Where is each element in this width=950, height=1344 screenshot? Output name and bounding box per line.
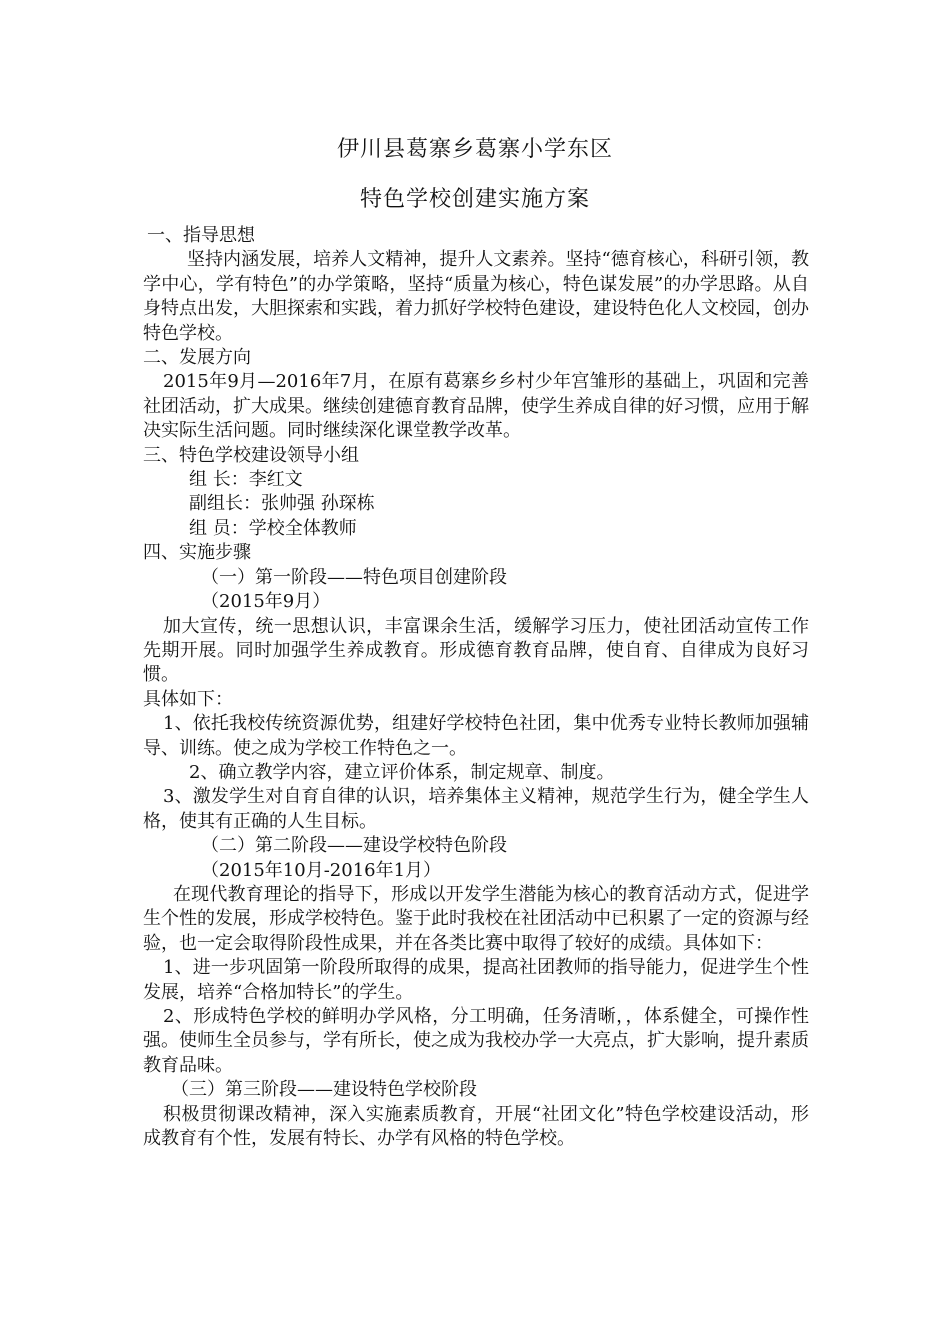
section1-text: 坚持内涵发展，培养人文精神，提升人文素养。坚持“德育核心，科研引领，教学中心，学有特色”的办学策略，坚持“质量为核心，特色谋发展”的办学思路。从自身特点出发，大胆探索和实践，着力抓好学校特色建设，建设特色化人文校园，创办特色学校。 [143,249,809,344]
group-members: 组 员：学校全体教师 [189,517,357,539]
group-leader: 组 长：李红文 [189,469,303,491]
stage1-item2: 2、确立教学内容，建立评价体系，制定规章、制度。 [189,761,615,783]
stage2-item1: 1、进一步巩固第一阶段所取得的成果，提高社团教师的指导能力，促进学生个性发展，培养“合格加特长”的学生。 [143,957,809,1003]
stage2-date: （2015年10月-2016年1月） [201,859,442,881]
section4-heading: 四、实施步骤 [143,542,251,564]
document-title-line2: 特色学校创建实施方案 [359,187,590,212]
section3-heading: 三、特色学校建设领导小组 [143,444,359,466]
stage1-details-label: 具体如下： [143,688,233,710]
stage2-heading: （二）第二阶段——建设学校特色阶段 [201,835,507,857]
stage1-date: （2015年9月） [201,591,331,613]
stage3-text: 积极贯彻课改精神，深入实施素质教育，开展“社团文化”特色学校建设活动，形成教育有个性，发展有特长、办学有风格的特色学校。 [143,1103,809,1150]
section2-heading: 二、发展方向 [143,347,251,369]
stage1-item1: 1、依托我校传统资源优势，组建好学校特色社团，集中优秀专业特长教师加强辅导、训练。使之成为学校工作特色之一。 [143,713,809,759]
stage2-text: 在现代教育理论的指导下，形成以开发学生潜能为核心的教育活动方式，促进学生个性的发展，形成学校特色。鉴于此时我校在社团活动中已积累了一定的资源与经验，也一定会取得阶段性成果，并在各类比赛中取得了较好的成绩。具体如下： [143,883,809,954]
section1-heading: 一、指导思想 [147,225,255,246]
stage1-item3: 3、激发学生对自育自律的认识，培养集体主义精神，规范学生行为，健全学生人格，使其有正确的人生目标。 [143,786,809,832]
stage1-text: 加大宣传，统一思想认识，丰富课余生活，缓解学习压力，使社团活动宣传工作先期开展。同时加强学生养成教育。形成德育教育品牌，使自育、自律成为良好习惯。 [143,615,809,686]
stage3-heading: （三）第三阶段——建设特色学校阶段 [171,1079,477,1101]
document-body [143,224,809,1151]
stage2-item2: 2、形成特色学校的鲜明办学风格，分工明确，任务清晰，，体系健全，可操作性强。使师生全员参与，学有所长，使之成为我校办学一大亮点，扩大影响，提升素质教育品味。 [143,1006,809,1076]
document-title-line1: 伊川县葛寨乡葛寨小学东区 [336,137,613,162]
stage1-heading: （一）第一阶段——特色项目创建阶段 [201,566,507,588]
section2-text: 2015年9月—2016年7月，在原有葛寨乡乡村少年宫雏形的基础上，巩固和完善社团活动，扩大成果。继续创建德育教育品牌，使学生养成自律的好习惯，应用于解决实际生活问题。同时继续深化课堂教学改革。 [143,371,809,442]
group-vice-leader: 副组长：张帅强 孙琛栋 [189,493,375,515]
